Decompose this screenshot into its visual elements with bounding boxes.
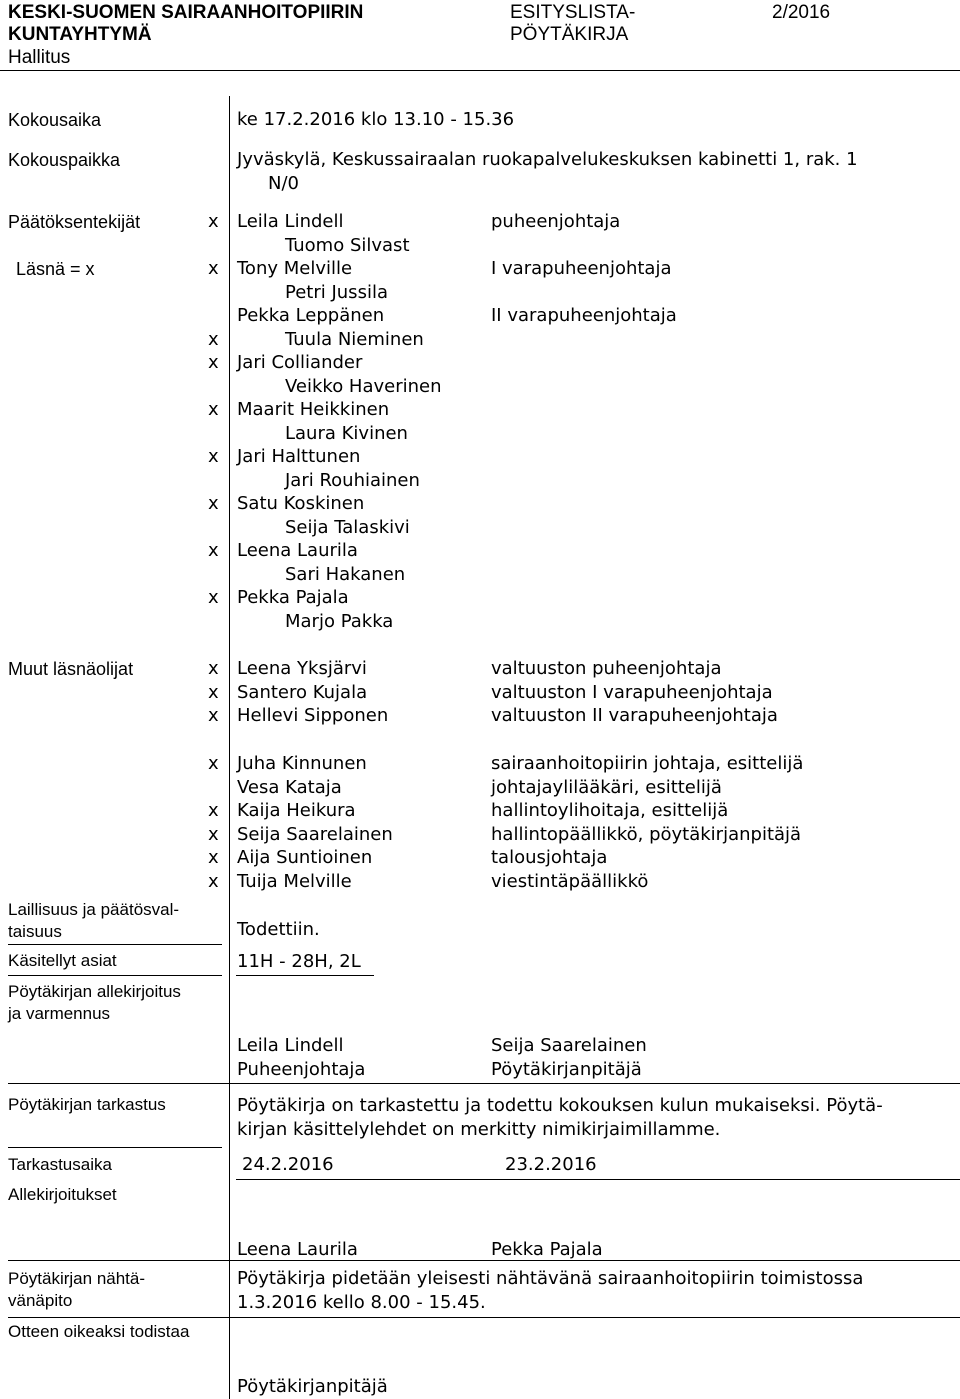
attendee-role: johtajaylilääkäri, esittelijä [491, 777, 722, 798]
legality-label-line1: Laillisuus ja päätösval- [8, 900, 180, 919]
header-divider [0, 70, 960, 71]
attendance-mark: x [208, 352, 219, 373]
certification-title: Pöytäkirjanpitäjä [237, 1376, 388, 1397]
review-date-1: 24.2.2016 [242, 1154, 334, 1175]
member-name: Leila Lindell [237, 211, 344, 232]
items-value: 11H - 28H, 2L [237, 951, 361, 972]
attendee-name: Aija Suntioinen [237, 847, 373, 868]
signer1-name: Leila Lindell [237, 1035, 344, 1056]
attendance-mark: x [208, 587, 219, 608]
attendance-mark: x [208, 493, 219, 514]
attendee-name: Hellevi Sipponen [237, 705, 389, 726]
attendee-role: viestintäpäällikkö [491, 871, 649, 892]
deputy-member-name: Jari Rouhiainen [285, 470, 420, 491]
attendance-mark: x [208, 847, 219, 868]
review-time-label: Tarkastusaika [8, 1155, 112, 1174]
other-attendees-label: Muut läsnäolijat [8, 659, 134, 679]
public-display-text-line1: Pöytäkirja pidetään yleisesti nähtävänä sairaanhoitopiirin toimistossa [237, 1268, 864, 1289]
public-display-divider [8, 1317, 960, 1318]
public-display-label-line2: vänäpito [8, 1291, 73, 1310]
document-type-line2: PÖYTÄKIRJA [510, 24, 629, 45]
member-name: Satu Koskinen [237, 493, 365, 514]
attendance-mark: x [208, 399, 219, 420]
deputy-member-name: Tuula Nieminen [285, 329, 424, 350]
meeting-place-value-line1: Jyväskylä, Keskussairaalan ruokapalvelukeskuksen kabinetti 1, rak. 1 [237, 149, 858, 170]
member-name: Jari Colliander [237, 352, 363, 373]
attendance-mark: x [208, 446, 219, 467]
body-name: Hallitus [8, 47, 71, 68]
meeting-time-value: ke 17.2.2016 klo 13.10 - 15.36 [237, 109, 515, 130]
attendance-mark: x [208, 658, 219, 679]
items-divider-right [236, 975, 374, 976]
member-name: Leena Laurila [237, 540, 358, 561]
signing-divider [8, 1083, 960, 1084]
certification-label: Otteen oikeaksi todistaa [8, 1322, 190, 1341]
signer2-name: Seija Saarelainen [491, 1035, 647, 1056]
legality-label-line2: taisuus [8, 922, 62, 941]
attendee-name: Seija Saarelainen [237, 824, 393, 845]
review-text-line2: kirjan käsittelylehdet on merkitty nimikirjaimillamme. [237, 1119, 721, 1140]
organization-name-line1: KESKI-SUOMEN SAIRAANHOITOPIIRIN [8, 2, 364, 23]
member-role: II varapuheenjohtaja [491, 305, 677, 326]
attendee-role: valtuuston puheenjohtaja [491, 658, 722, 679]
signing-label-line1: Pöytäkirjan allekirjoitus [8, 982, 181, 1001]
attendee-role: hallintoylihoitaja, esittelijä [491, 800, 729, 821]
deputy-member-name: Marjo Pakka [285, 611, 394, 632]
signer1-title: Puheenjohtaja [237, 1059, 366, 1080]
member-role: puheenjohtaja [491, 211, 621, 232]
deputy-member-name: Veikko Haverinen [285, 376, 442, 397]
review-label: Pöytäkirjan tarkastus [8, 1095, 166, 1114]
member-role: I varapuheenjohtaja [491, 258, 672, 279]
review-text-line1: Pöytäkirja on tarkastettu ja todettu kokouksen kulun mukaiseksi. Pöytä- [237, 1095, 883, 1116]
attendee-role: valtuuston II varapuheenjohtaja [491, 705, 778, 726]
attendance-mark: x [208, 824, 219, 845]
member-name: Pekka Pajala [237, 587, 349, 608]
review-date-2: 23.2.2016 [505, 1154, 597, 1175]
public-display-label-line1: Pöytäkirjan nähtä- [8, 1269, 146, 1288]
attendee-name: Leena Yksjärvi [237, 658, 367, 679]
attendance-mark: x [208, 682, 219, 703]
attendance-mark: x [208, 211, 219, 232]
meeting-place-value-line2: N/0 [268, 173, 299, 194]
attendance-mark: x [208, 705, 219, 726]
signer2-title: Pöytäkirjanpitäjä [491, 1059, 642, 1080]
attendance-mark: x [208, 800, 219, 821]
review-date-divider [236, 1179, 960, 1180]
items-divider-left [8, 975, 222, 976]
member-name: Jari Halttunen [237, 446, 361, 467]
legality-divider [8, 944, 222, 945]
items-label: Käsitellyt asiat [8, 951, 117, 970]
document-number: 2/2016 [772, 2, 831, 23]
attendee-role: sairaanhoitopiirin johtaja, esittelijä [491, 753, 804, 774]
attendee-role: talousjohtaja [491, 847, 608, 868]
meeting-place-label: Kokouspaikka [8, 150, 121, 170]
attendee-name: Kaija Heikura [237, 800, 356, 821]
legality-value: Todettiin. [237, 919, 320, 940]
attendance-mark: x [208, 329, 219, 350]
review-divider [8, 1147, 222, 1148]
deputy-member-name: Laura Kivinen [285, 423, 408, 444]
attendee-role: hallintopäällikkö, pöytäkirjanpitäjä [491, 824, 802, 845]
attendee-name: Santero Kujala [237, 682, 368, 703]
signatures-divider [8, 1260, 960, 1261]
deputy-member-name: Tuomo Silvast [285, 235, 410, 256]
attendance-mark: x [208, 258, 219, 279]
member-name: Pekka Leppänen [237, 305, 385, 326]
deputy-member-name: Seija Talaskivi [285, 517, 410, 538]
signing-label-line2: ja varmennus [8, 1004, 111, 1023]
meeting-time-label: Kokousaika [8, 110, 102, 130]
deputy-member-name: Sari Hakanen [285, 564, 406, 585]
attendee-name: Tuija Melville [237, 871, 352, 892]
organization-name-line2: KUNTAYHTYMÄ [8, 24, 152, 45]
reviewer2-name: Pekka Pajala [491, 1239, 603, 1260]
attendance-mark: x [208, 540, 219, 561]
attendance-mark: x [208, 753, 219, 774]
attendee-role: valtuuston I varapuheenjohtaja [491, 682, 773, 703]
decision-makers-label: Päätöksentekijät [8, 212, 141, 232]
attendee-name: Juha Kinnunen [237, 753, 367, 774]
attendee-name: Vesa Kataja [237, 777, 342, 798]
member-name: Tony Melville [237, 258, 353, 279]
attendance-legend: Läsnä = x [16, 259, 95, 279]
attendance-mark: x [208, 871, 219, 892]
column-divider [229, 96, 230, 1399]
member-name: Maarit Heikkinen [237, 399, 390, 420]
deputy-member-name: Petri Jussila [285, 282, 388, 303]
public-display-text-line2: 1.3.2016 kello 8.00 - 15.45. [237, 1292, 486, 1313]
reviewer1-name: Leena Laurila [237, 1239, 358, 1260]
signatures-label: Allekirjoitukset [8, 1185, 117, 1204]
document-type-line1: ESITYSLISTA- [510, 2, 636, 23]
